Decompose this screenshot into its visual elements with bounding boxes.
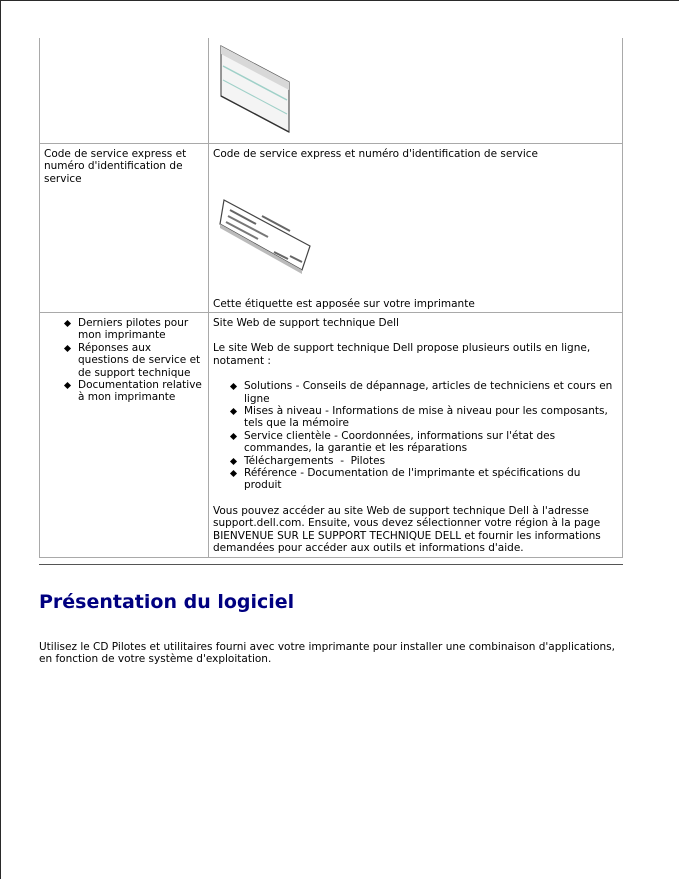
table-row xyxy=(40,144,623,313)
info-table xyxy=(39,38,623,558)
list-item: Documentation relative à mon imprimante xyxy=(78,379,204,404)
table-cell-label xyxy=(40,313,209,558)
list-item: Service clientèle - Coordonnées, informations sur l'état des commandes, la garantie et les réparations xyxy=(244,430,618,455)
list-item: Référence - Documentation de l'imprimante et spécifications du produit xyxy=(244,467,618,492)
list-item: Solutions - Conseils de dépannage, articles de techniciens et cours en ligne xyxy=(244,380,618,405)
table-cell-illustration xyxy=(209,38,623,144)
table-cell-content xyxy=(209,144,623,313)
support-topics-list xyxy=(44,317,204,404)
section-divider xyxy=(39,564,623,565)
table-row xyxy=(40,38,623,144)
label-sheet-illustration xyxy=(219,44,291,134)
cell-title: Code de service express et numéro d'identification de service xyxy=(213,148,538,160)
list-item: Téléchargements - Pilotes xyxy=(244,455,618,467)
cell-title: Site Web de support technique Dell xyxy=(213,317,399,329)
table-row xyxy=(40,313,623,558)
list-item: Mises à niveau - Informations de mise à niveau pour les composants, tels que la mémoire xyxy=(244,405,618,430)
support-tools-list xyxy=(213,380,618,492)
table-cell-content xyxy=(209,313,623,558)
label-caption: Cette étiquette est apposée sur votre imprimante xyxy=(213,297,475,310)
service-tag-label-illustration xyxy=(218,196,314,276)
table-cell-label: Code de service express et numéro d'identification de service xyxy=(40,144,209,313)
list-item: Derniers pilotes pour mon imprimante xyxy=(78,317,204,342)
section-intro: Utilisez le CD Pilotes et utilitaires fourni avec votre imprimante pour installer une combinaison d'applications, en fonction de votre système d'exploitation. xyxy=(39,641,615,666)
cell-intro: Le site Web de support technique Dell propose plusieurs outils en ligne, notament : xyxy=(213,342,591,367)
table-cell-empty xyxy=(40,38,209,144)
section-heading: Présentation du logiciel xyxy=(39,591,295,613)
cell-outro: Vous pouvez accéder au site Web de support technique Dell à l'adresse support.dell.com. Ensuite, vous devez sélectionner votre région à la page BIENVENUE SUR LE SUPPORT TECHNIQUE DELL et fournir les informations demandées pour accéder aux outils et informations d'aide. xyxy=(213,504,601,555)
list-item: Réponses aux questions de service et de support technique xyxy=(78,342,204,379)
